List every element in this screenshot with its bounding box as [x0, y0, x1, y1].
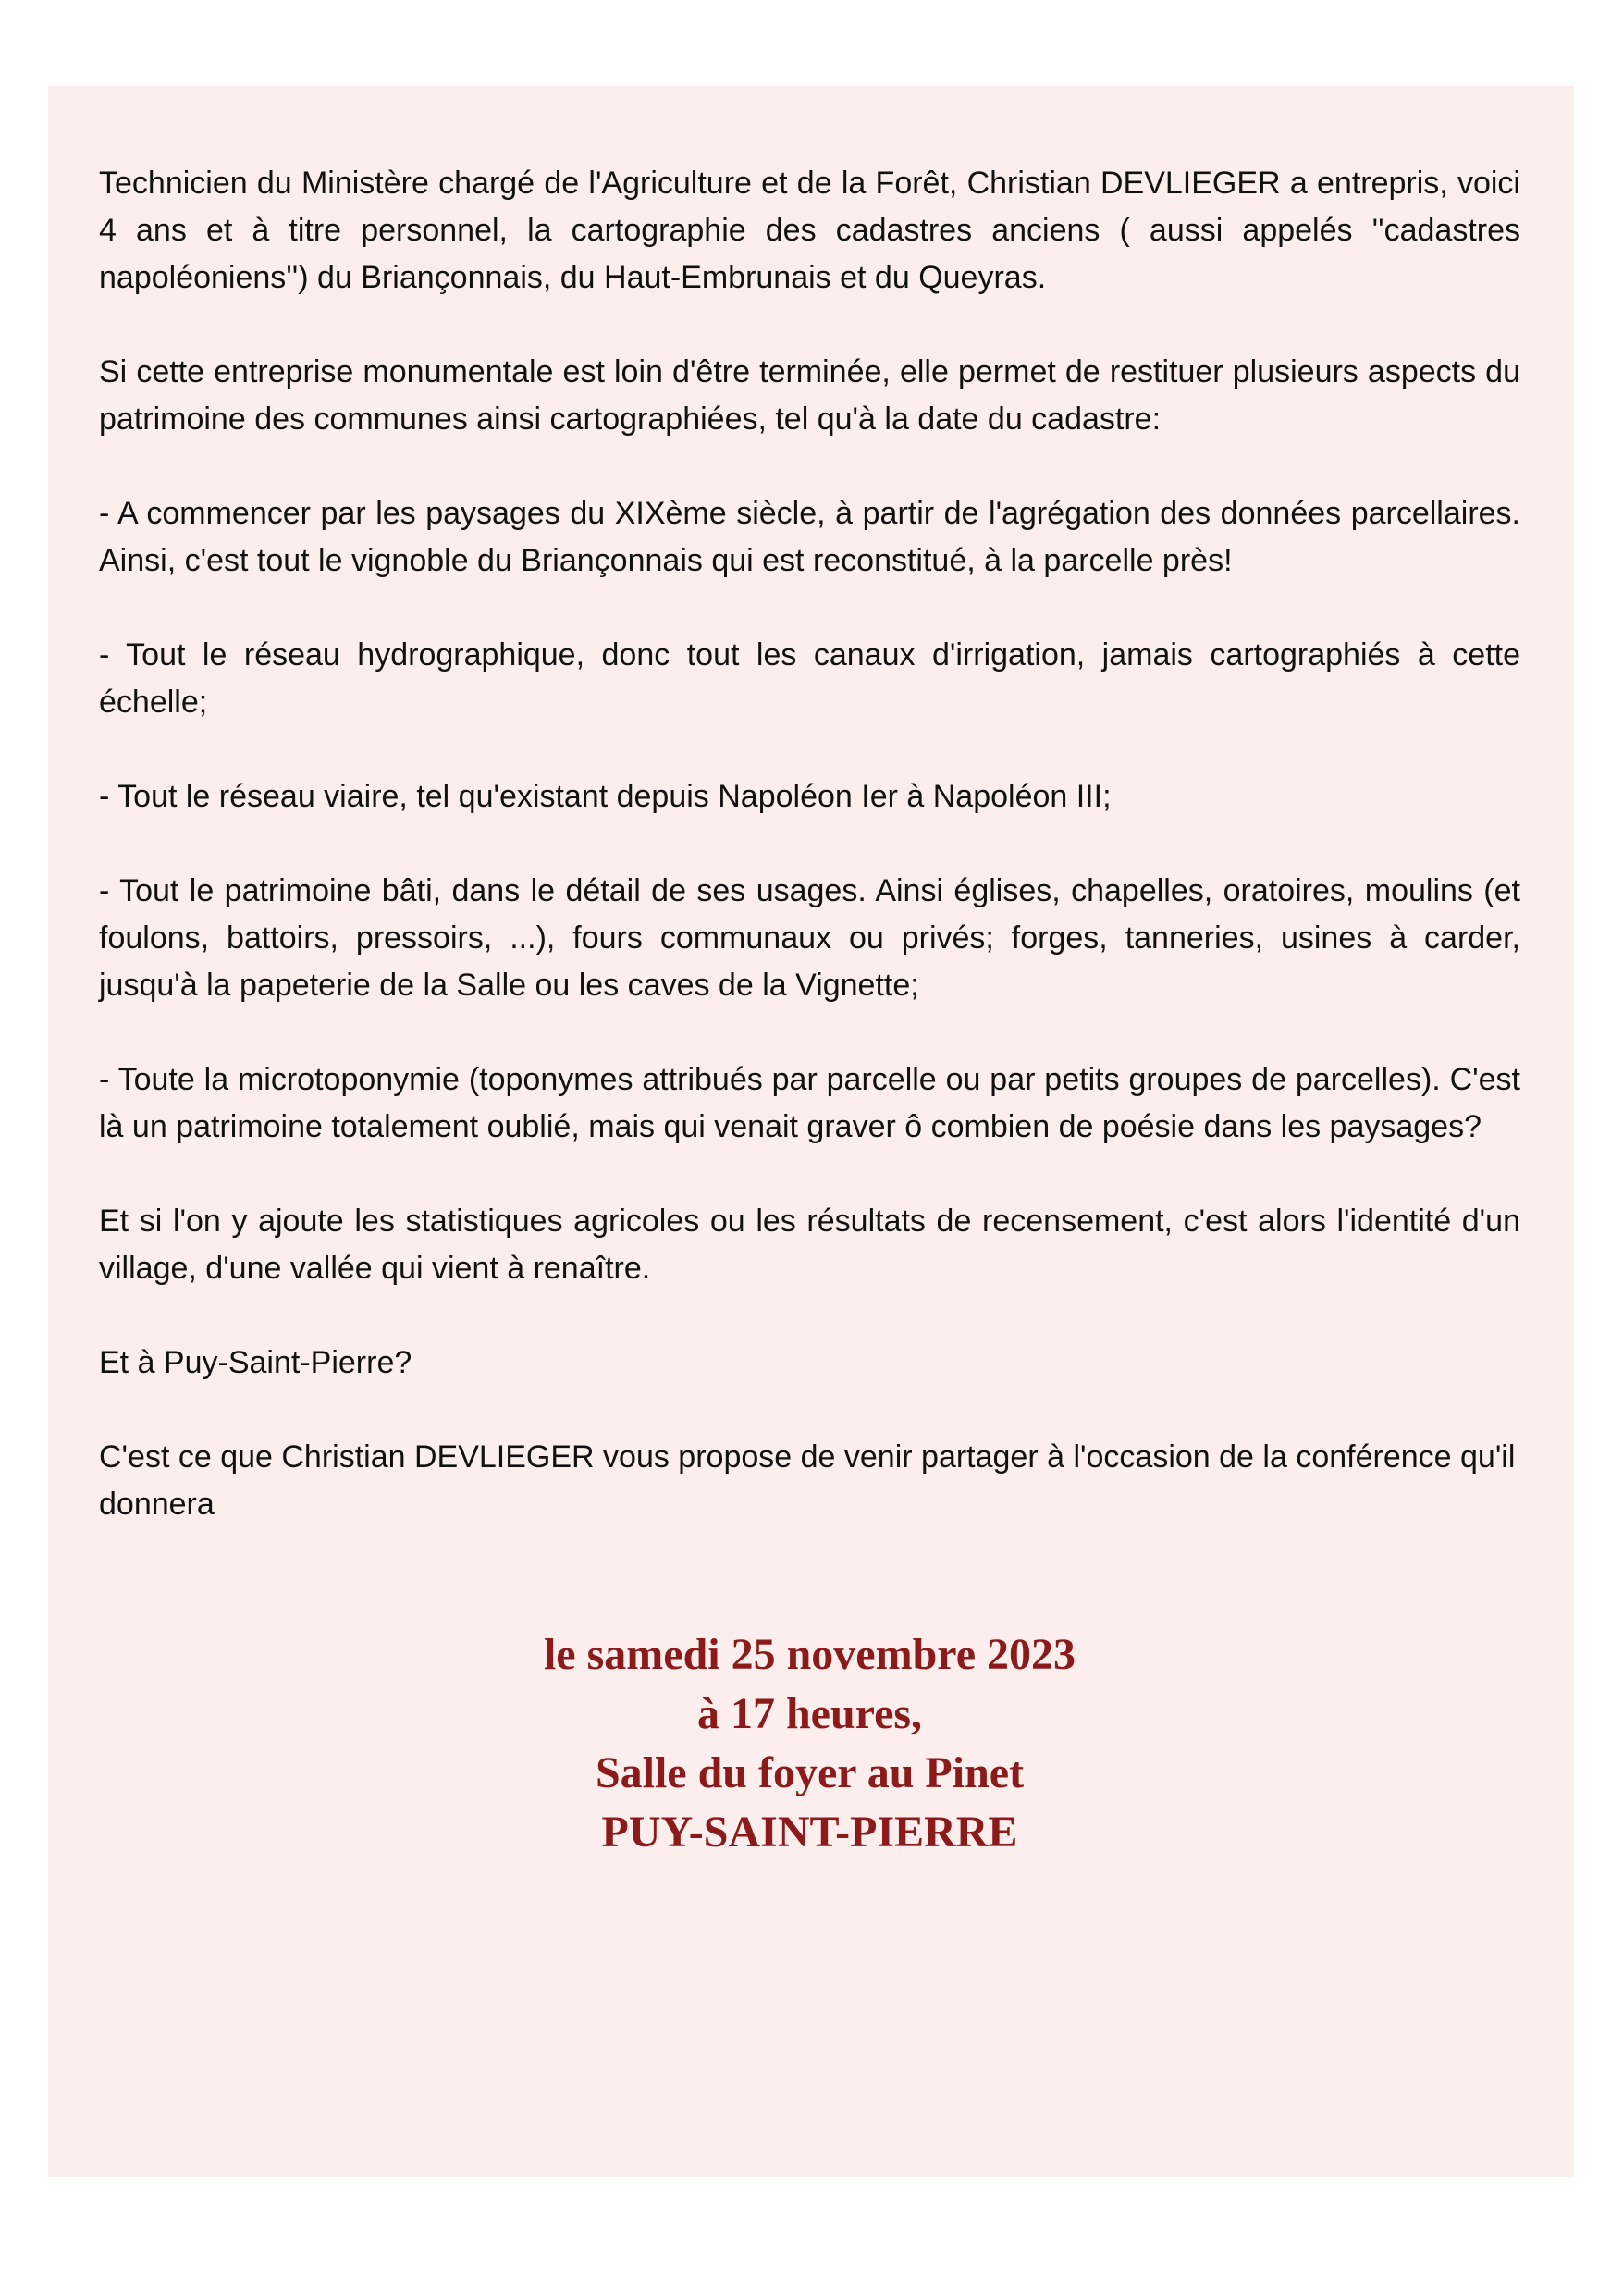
intro-paragraph: Technicien du Ministère chargé de l'Agriculture et de la Forêt, Christian DEVLIEGER a entrepris, voici 4 ans et à titre personnel, la cartographie des cadastres anciens ( aussi appelés ''cadastres napoléoniens'') du Briançonnais, du Haut-Embrunais et du Queyras. — [99, 166, 1520, 295]
event-details — [99, 1625, 1520, 1862]
event-time: à 17 heures, — [696, 1689, 923, 1738]
question-paragraph: Et à Puy-Saint-Pierre? — [99, 1345, 412, 1380]
statistics-paragraph: Et si l'on y ajoute les statistiques agricoles ou les résultats de recensement, c'est alors l'identité d'un village, d'une vallée qui vient à renaître. — [99, 1204, 1520, 1286]
microtoponymy-paragraph: - Toute la microtoponymie (toponymes attribués par parcelle ou par petits groupes de parcelles). C'est là un patrimoine totalement oublié, mais qui venait graver ô combien de poésie dans les paysages? — [99, 1062, 1520, 1144]
road-network-paragraph: - Tout le réseau viaire, tel qu'existant depuis Napoléon Ier à Napoléon III; — [99, 779, 1112, 814]
flyer-panel — [48, 86, 1574, 2177]
invitation-paragraph: C'est ce que Christian DEVLIEGER vous propose de venir partager à l'occasion de la conférence qu'il donnera — [99, 1439, 1516, 1522]
built-heritage-paragraph: - Tout le patrimoine bâti, dans le détail de ses usages. Ainsi églises, chapelles, oratoires, moulins (et foulons, battoirs, pressoirs, ...), fours communaux ou privés; forges, tanneries, usines à carder, jusqu'à la papeterie de la Salle ou les caves de la Vignette; — [99, 873, 1520, 1003]
event-date: le samedi 25 novembre 2023 — [543, 1630, 1076, 1679]
hydrography-paragraph: - Tout le réseau hydrographique, donc tout les canaux d'irrigation, jamais cartographiés à cette échelle; — [99, 637, 1520, 720]
event-place: Salle du foyer au Pinet — [595, 1748, 1025, 1797]
landscape-paragraph: - A commencer par les paysages du XIXème siècle, à partir de l'agrégation des données parcellaires. Ainsi, c'est tout le vignoble du Briançonnais qui est reconstitué, à la parcelle près! — [99, 496, 1520, 578]
event-town: PUY-SAINT-PIERRE — [601, 1808, 1018, 1857]
scope-paragraph: Si cette entreprise monumentale est loin d'être terminée, elle permet de restituer plusieurs aspects du patrimoine des communes ainsi cartographiées, tel qu'à la date du cadastre: — [99, 354, 1520, 437]
